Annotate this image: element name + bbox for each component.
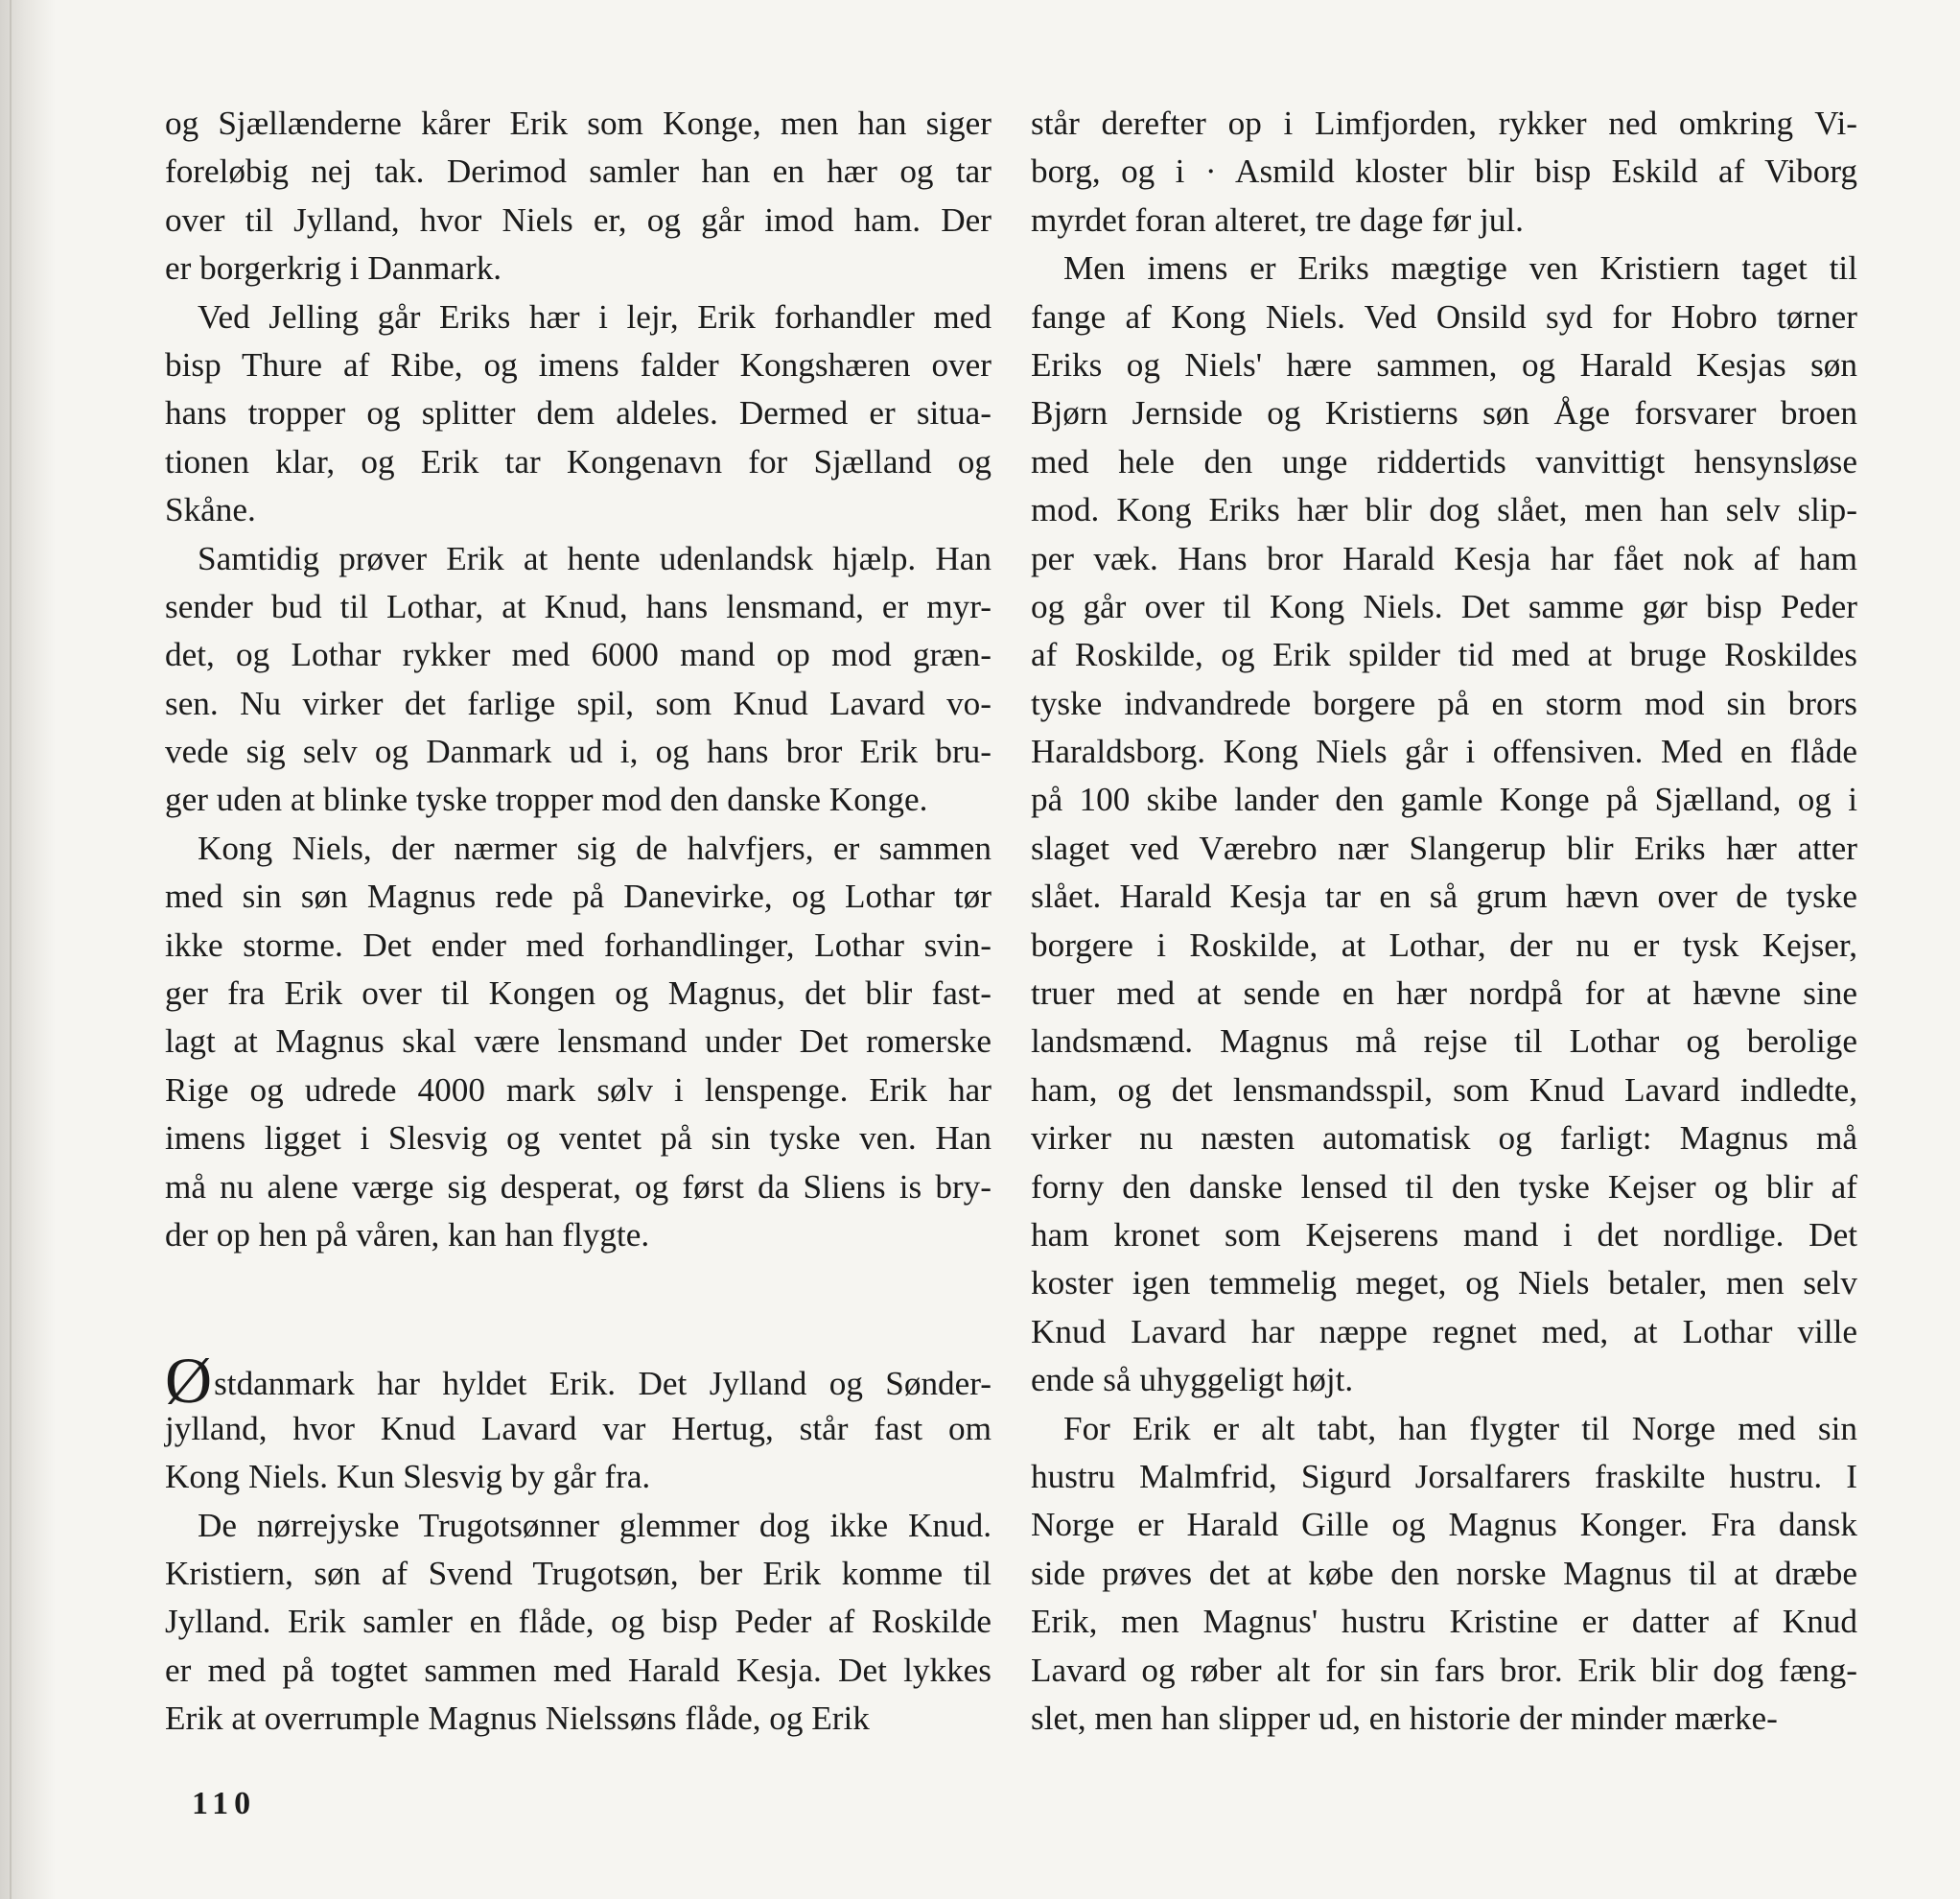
text-line: med sin søn Magnus rede på Danevirke, og Lothar tør <box>165 878 992 916</box>
text-line: sen. Nu virker det farlige spil, som Knud Lavard vo- <box>165 684 992 722</box>
text-line: Norge er Harald Gille og Magnus Konger. Fra dansk <box>1031 1506 1857 1544</box>
section-break <box>165 1259 992 1356</box>
text-line: virker nu næsten automatisk og farligt: Magnus må <box>1031 1119 1857 1158</box>
text-line: truer med at sende en hær nordpå for at hævne sine <box>1031 974 1857 1013</box>
book-gutter <box>0 0 56 1899</box>
text-line: det, og Lothar rykker med 6000 mand op mod græn- <box>165 636 992 674</box>
text-line: ham kronet som Kejserens mand i det nordlige. Det <box>1031 1215 1857 1254</box>
text-line: er med på togtet sammen med Harald Kesja. Det lykkes <box>165 1651 992 1689</box>
text-line: foreløbig nej tak. Derimod samler han en hær og tar <box>165 152 992 191</box>
text-line: Lavard og røber alt for sin fars bror. Erik blir dog fæng- <box>1031 1651 1857 1689</box>
text-line: hans tropper og splitter dem aldeles. Dermed er situa- <box>165 394 992 433</box>
text-line: Erik, men Magnus' hustru Kristine er datter af Knud <box>1031 1603 1857 1641</box>
text-line: myrdet foran alteret, tre dage før jul. <box>1031 200 1524 239</box>
text-line: koster igen temmelig meget, og Niels betaler, men selv <box>1031 1264 1857 1302</box>
text-line: Men imens er Eriks mægtige ven Kristiern taget til <box>1063 249 1857 288</box>
text-line: er borgerkrig i Danmark. <box>165 249 502 288</box>
text-line: borg, og i · Asmild kloster blir bisp Eskild af Viborg <box>1031 152 1857 191</box>
text-line: Ved Jelling går Eriks hær i lejr, Erik forhandler med <box>198 297 992 336</box>
text-line: over til Jylland, hvor Niels er, og går imod ham. Der <box>165 200 992 239</box>
text-line: slået. Harald Kesja tar en så grum hævn over de tyske <box>1031 878 1857 916</box>
text-line: ger uden at blinke tyske tropper mod den danske Konge. <box>165 781 928 819</box>
text-line: tyske indvandrede borgere på en storm mod sin brors <box>1031 684 1857 722</box>
text-line: side prøves det at købe den norske Magnus til at dræbe <box>1031 1554 1857 1592</box>
page-edge <box>10 0 12 1899</box>
text-line: lagt at Magnus skal være lensmand under Det romerske <box>165 1022 992 1061</box>
text-line: imens ligget i Slesvig og ventet på sin tyske ven. Han <box>165 1119 992 1158</box>
text-line: Knud Lavard har næppe regnet med, at Lothar ville <box>1031 1312 1857 1350</box>
text-line: mod. Kong Eriks hær blir dog slået, men han selv slip- <box>1031 491 1857 529</box>
text-line: fange af Kong Niels. Ved Onsild syd for Hobro tørner <box>1031 297 1857 336</box>
text-line: tionen klar, og Erik tar Kongenavn for Sjælland og <box>165 442 992 481</box>
text-line: forny den danske lensed til den tyske Kejser og blir af <box>1031 1167 1857 1206</box>
text-line: hustru Malmfrid, Sigurd Jorsalfarers fraskilte hustru. I <box>1031 1457 1857 1495</box>
left-text-column <box>165 100 992 1744</box>
text-line: ham, og det lensmandsspil, som Knud Lavard indledte, <box>1031 1070 1857 1109</box>
text-line: slaget ved Værebro nær Slangerup blir Eriks hær atter <box>1031 829 1857 867</box>
text-line: ger fra Erik over til Kongen og Magnus, det blir fast- <box>165 974 992 1013</box>
text-line: ende så uhyggeligt højt. <box>1031 1361 1354 1399</box>
text-line: Rige og udrede 4000 mark sølv i lenspenge. Erik har <box>165 1070 992 1109</box>
text-line: jylland, hvor Knud Lavard var Hertug, står fast om <box>165 1409 992 1447</box>
text-line: Haraldsborg. Kong Niels går i offensiven. Med en flåde <box>1031 733 1857 771</box>
drop-initial: Ø <box>165 1344 213 1418</box>
text-line: Kong Niels. Kun Slesvig by går fra. <box>165 1458 651 1496</box>
text-line: ikke storme. Det ender med forhandlinger, Lothar svin- <box>165 926 992 964</box>
text-line: Jylland. Erik samler en flåde, og bisp Peder af Roskilde <box>165 1603 992 1641</box>
text-line: af Roskilde, og Erik spilder tid med at bruge Roskildes <box>1031 636 1857 674</box>
text-line: Samtidig prøver Erik at hente udenlandsk hjælp. Han <box>198 539 992 577</box>
text-line: landsmænd. Magnus må rejse til Lothar og berolige <box>1031 1022 1857 1061</box>
text-line: De nørrejyske Trugotsønner glemmer dog ikke Knud. <box>198 1506 992 1544</box>
right-text-column <box>1031 100 1857 1743</box>
text-line: Bjørn Jernside og Kristierns søn Åge forsvarer broen <box>1031 394 1857 433</box>
text-line: Eriks og Niels' hære sammen, og Harald Kesjas søn <box>1031 345 1857 384</box>
text-line: på 100 skibe lander den gamle Konge på Sjælland, og i <box>1031 781 1857 819</box>
text-line: må nu alene værge sig desperat, og først da Sliens is bry- <box>165 1167 992 1206</box>
text-line: For Erik er alt tabt, han flygter til Norge med sin <box>1063 1409 1857 1447</box>
text-line: vede sig selv og Danmark ud i, og hans bror Erik bru- <box>165 733 992 771</box>
page-number: 110 <box>192 1786 257 1821</box>
section-opening-line <box>165 1344 992 1418</box>
text-line: Erik at overrumple Magnus Nielssøns flåde, og Erik <box>165 1700 870 1738</box>
text-line: per væk. Hans bror Harald Kesja har fået nok af ham <box>1031 539 1857 577</box>
text-line: Skåne. <box>165 491 256 529</box>
text-line: der op hen på våren, kan han flygte. <box>165 1215 650 1254</box>
text-line: Kong Niels, der nærmer sig de halvfjers, er sammen <box>198 829 992 867</box>
text-line: borgere i Roskilde, at Lothar, der nu er tysk Kejser, <box>1031 926 1857 964</box>
text-line: og går over til Kong Niels. Det samme gør bisp Peder <box>1031 587 1857 625</box>
text-line: bisp Thure af Ribe, og imens falder Kongshæren over <box>165 345 992 384</box>
text-line: med hele den unge riddertids vanvittigt hensynsløse <box>1031 442 1857 481</box>
text-line: står derefter op i Limfjorden, rykker ned omkring Vi- <box>1031 105 1857 142</box>
text-line: sender bud til Lothar, at Knud, hans lensmand, er myr- <box>165 587 992 625</box>
text-line: Kristiern, søn af Svend Trugotsøn, ber Erik komme til <box>165 1554 992 1592</box>
text-line: stdanmark har hyldet Erik. Det Jylland og Sønder- <box>214 1365 992 1403</box>
text-line: og Sjællænderne kårer Erik som Konge, men han siger <box>165 105 992 142</box>
text-line: slet, men han slipper ud, en historie der minder mærke- <box>1031 1699 1778 1737</box>
